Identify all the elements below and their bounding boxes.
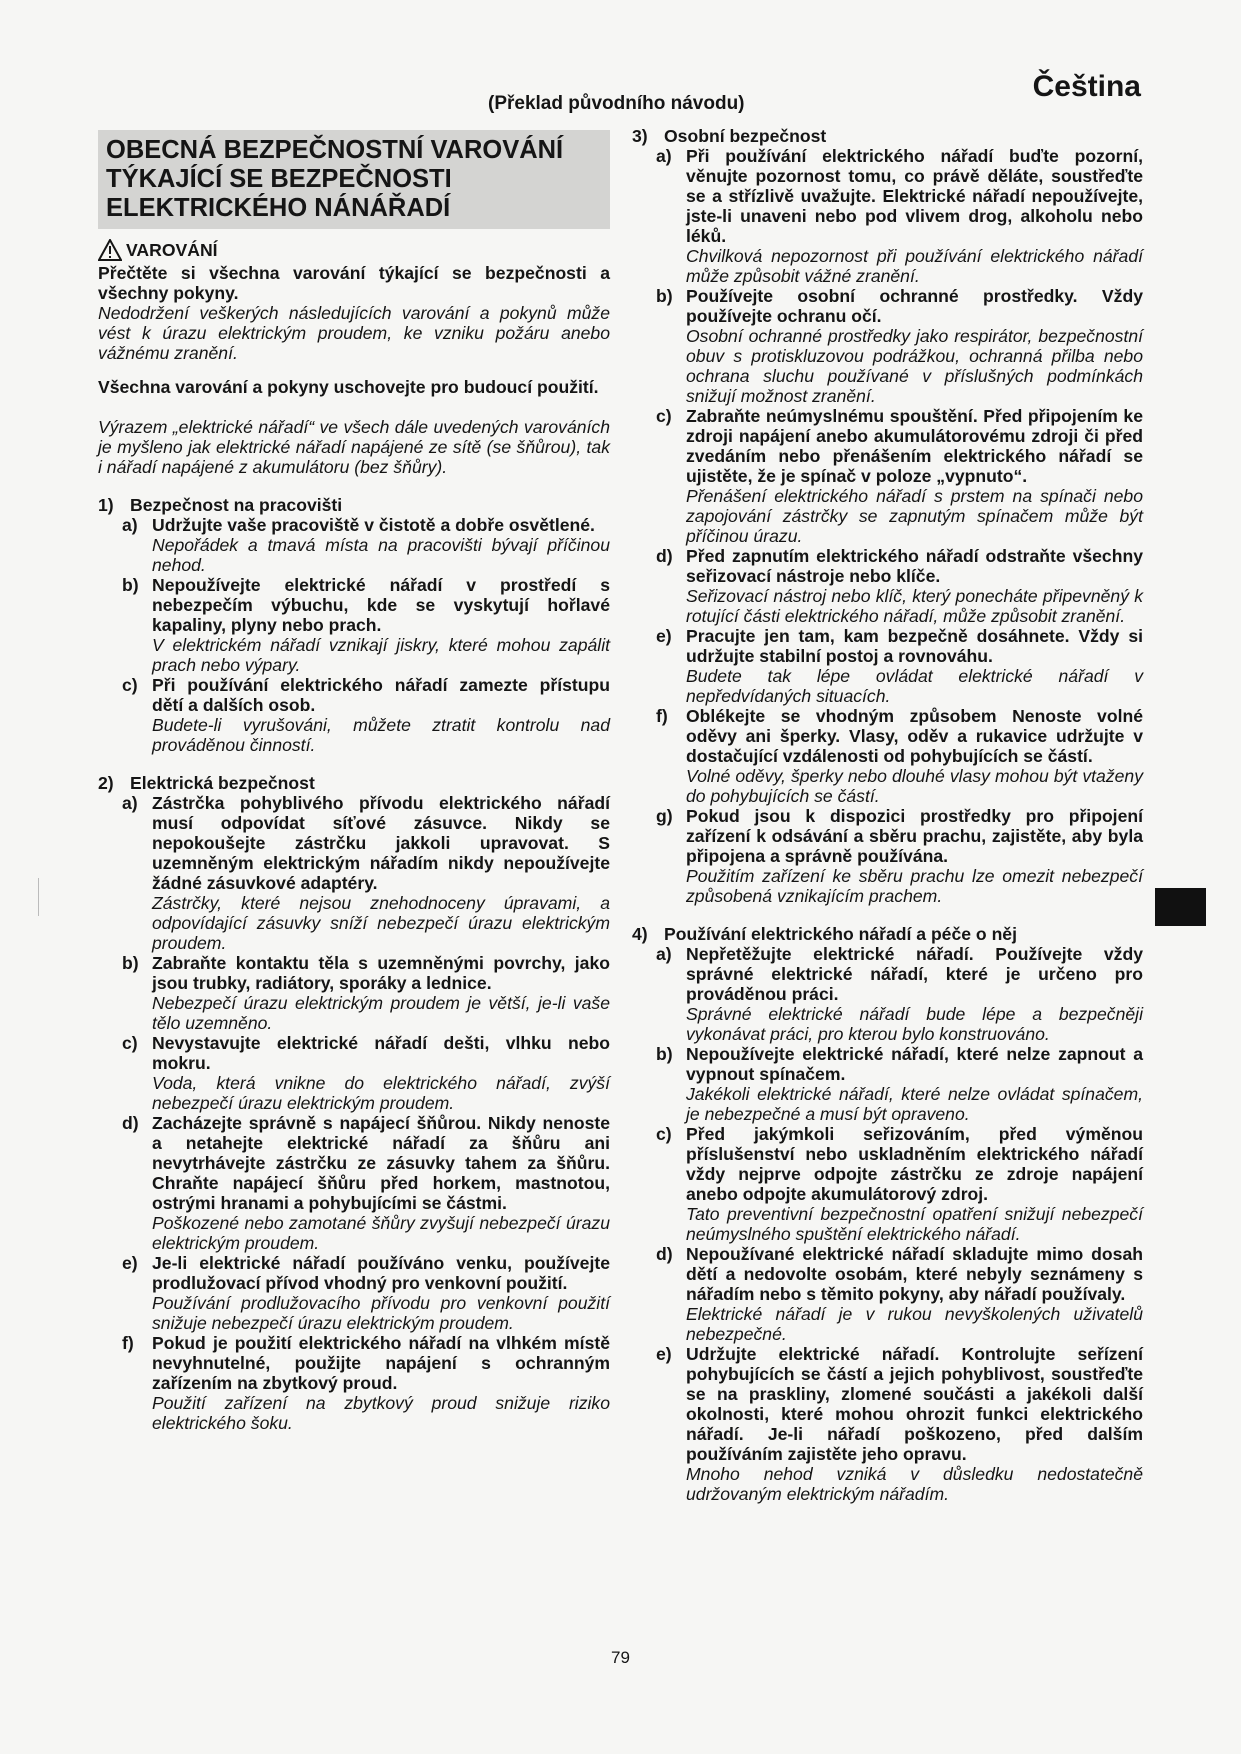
item-note: V elektrickém nářadí vznikají jiskry, které mohou zapálit prach nebo výpary.: [152, 635, 610, 675]
item-rule: Při používání elektrického nářadí buďte pozorní, věnujte pozornost tomu, co právě děláte, soustřeďte se a střízlivě uvažujte. Elektrické nářadí nepoužívejte, jste-li unaveni nebo pod vlivem drog, alkoholu nebo léků.: [686, 146, 1143, 246]
item-note: Používání prodlužovacího přívodu pro venkovní použití snižuje nebezpečí úrazu elektrickým proudem.: [152, 1293, 610, 1333]
warning-label: VAROVÁNÍ: [126, 240, 218, 260]
section-number: 4): [632, 924, 648, 944]
item-note: Nebezpečí úrazu elektrickým proudem je větší, je-li vaše tělo uzemněno.: [152, 993, 610, 1033]
item-letter: b): [656, 1044, 673, 1064]
list-item: [122, 1113, 610, 1253]
item-note: Mnoho nehod vzniká v důsledku nedostatečně udržovaným elektrickým nářadím.: [686, 1464, 1143, 1504]
item-rule: Při používání elektrického nářadí zamezte přístupu dětí a dalších osob.: [152, 675, 610, 715]
item-note: Jakékoli elektrické nářadí, které nelze ovládat spínačem, je nebezpečné a musí být opraveno.: [686, 1084, 1143, 1124]
list-item: [656, 1244, 1143, 1344]
item-note: Přenášení elektrického nářadí s prstem na spínači nebo zapojování zástrčky se zapnutým spínačem může být příčinou úrazu.: [686, 486, 1143, 546]
item-note: Správné elektrické nářadí bude lépe a bezpečněji vykonávat práci, pro kterou bylo konstruováno.: [686, 1004, 1143, 1044]
item-note: Použití zařízení na zbytkový proud snižuje riziko elektrického šoku.: [152, 1393, 610, 1433]
item-rule: Je-li elektrické nářadí používáno venku, používejte prodlužovací přívod vhodný pro venkovní použití.: [152, 1253, 610, 1293]
translation-note: (Překlad původního návodu): [488, 93, 745, 114]
item-note: Budete-li vyrušováni, můžete ztratit kontrolu nad prováděnou činností.: [152, 715, 610, 755]
item-rule: Zacházejte správně s napájecí šňůrou. Nikdy nenoste a netahejte elektrické nářadí za šňůru ani nevytrhávejte zástrčku ze zásuvky tahem za šňůru. Chraňte napájecí šňůru před horkem, mastnotou, ostrými hranami a pohybujícími se částmi.: [152, 1113, 610, 1213]
heading-line: OBECNÁ BEZPEČNOSTNÍ VAROVÁNÍ: [106, 136, 564, 164]
item-rule: Oblékejte se vhodným způsobem Nenoste volné oděvy ani šperky. Vlasy, oděv a rukavice udržujte v dostačující vzdálenosti od pohybujících se částí.: [686, 706, 1143, 766]
term-definition: Výrazem „elektrické nářadí“ ve všech dále uvedených varováních je myšleno jak elektrické nářadí napájené ze sítě (se šňůrou), tak i nářadí napájené z akumulátoru (bez šňůry).: [98, 417, 610, 477]
item-rule: Před jakýmkoli seřizováním, před výměnou příslušenství nebo uskladněním elektrického nářadí vždy nejprve odpojte zástrčku ze zdroje napájení anebo odpojte akumulátorový zdroj.: [686, 1124, 1143, 1204]
heading-line: TÝKAJÍCÍ SE BEZPEČNOSTI: [106, 165, 452, 193]
item-letter: c): [656, 406, 672, 426]
list-item: [656, 1344, 1143, 1504]
item-letter: d): [122, 1113, 139, 1133]
item-letter: a): [122, 515, 138, 535]
list-item: [656, 626, 1143, 706]
section-3: [632, 126, 1143, 906]
item-rule: Zástrčka pohyblivého přívodu elektrického nářadí musí odpovídat síťové zásuvce. Nikdy se nepokoušejte zástrčku jakkoli upravovat. S uzemněným elektrickým nářadím nikdy nepoužívejte žádné zásuvkové adaptéry.: [152, 793, 610, 893]
item-note: Zástrčky, které nejsou znehodnoceny úpravami, a odpovídající zásuvky sníží nebezpečí úrazu elektrickým proudem.: [152, 893, 610, 953]
list-item: [656, 706, 1143, 806]
item-letter: b): [656, 286, 673, 306]
list-item: [122, 675, 610, 755]
list-item: [656, 1044, 1143, 1124]
list-item: [656, 146, 1143, 286]
list-item: [122, 953, 610, 1033]
item-rule: Pokud jsou k dispozici prostředky pro připojení zařízení k odsávání a sběru prachu, zajistěte, aby byla připojena a správně používána.: [686, 806, 1143, 866]
item-rule: Pracujte jen tam, kam bezpečně dosáhnete. Vždy si udržujte stabilní postoj a rovnováhu.: [686, 626, 1143, 666]
language-label: Čeština: [1032, 70, 1141, 103]
list-item: [656, 286, 1143, 406]
list-item: [122, 575, 610, 675]
item-note: Nepořádek a tmavá místa na pracovišti bývají příčinou nehod.: [152, 535, 610, 575]
list-item: [656, 546, 1143, 626]
item-letter: a): [656, 146, 672, 166]
item-note: Použitím zařízení ke sběru prachu lze omezit nebezpečí způsobená vznikajícím prachem.: [686, 866, 1143, 906]
list-item: [122, 793, 610, 953]
item-note: Elektrické nářadí je v rukou nevyškolených uživatelů nebezpečné.: [686, 1304, 1143, 1344]
item-letter: d): [656, 1244, 673, 1264]
section-number: 3): [632, 126, 648, 146]
section-4: [632, 924, 1143, 1504]
item-note: Chvilková nepozornost při používání elektrického nářadí může způsobit vážné zranění.: [686, 246, 1143, 286]
item-rule: Nevystavujte elektrické nářadí dešti, vlhku nebo mokru.: [152, 1033, 610, 1073]
intro-bold: Přečtěte si všechna varování týkající se bezpečnosti a všechny pokyny.: [98, 263, 610, 303]
item-note: Budete tak lépe ovládat elektrické nářadí v nepředvídaných situacích.: [686, 666, 1143, 706]
item-note: Osobní ochranné prostředky jako respirátor, bezpečnostní obuv s protiskluzovou podrážkou, ochranná přilba nebo ochrana sluchu používané v příslušných podmínkách snižují možnost zranění.: [686, 326, 1143, 406]
right-column: [632, 126, 1143, 1504]
item-letter: a): [656, 944, 672, 964]
section-2: [98, 773, 610, 1433]
list-item: [122, 1253, 610, 1333]
list-item: [122, 1033, 610, 1113]
item-rule: Zabraňte neúmyslnému spouštění. Před připojením ke zdroji napájení anebo akumulátorovému zdroji či před zvedáním nebo přenášením elektrického nářadí se ujistěte, že je spínač v poloze „vypnuto“.: [686, 406, 1143, 486]
item-letter: e): [656, 626, 672, 646]
item-note: Voda, která vnikne do elektrického nářadí, zvýší nebezpečí úrazu elektrickým proudem.: [152, 1073, 610, 1113]
item-rule: Nepoužívejte elektrické nářadí v prostředí s nebezpečím výbuchu, kde se vyskytují hořlavé kapaliny, plyny nebo prach.: [152, 575, 610, 635]
item-note: Poškozené nebo zamotané šňůry zvyšují nebezpečí úrazu elektrickým proudem.: [152, 1213, 610, 1253]
item-letter: e): [656, 1344, 672, 1364]
section-title: Elektrická bezpečnost: [130, 773, 315, 793]
section-1: [98, 495, 610, 755]
section-title: Osobní bezpečnost: [664, 126, 827, 146]
item-rule: Nepřetěžujte elektrické nářadí. Používejte vždy správné elektrické nářadí, které je určeno pro prováděnou práci.: [686, 944, 1143, 1004]
section-number: 2): [98, 773, 114, 793]
item-rule: Zabraňte kontaktu těla s uzemněnými povrchy, jako jsou trubky, radiátory, sporáky a lednice.: [152, 953, 610, 993]
item-note: Tato preventivní bezpečnostní opatření snižují nebezpečí neúmyslného spuštění elektrického nářadí.: [686, 1204, 1143, 1244]
list-item: [656, 806, 1143, 906]
keep-instructions: Všechna varování a pokyny uschovejte pro budoucí použití.: [98, 377, 599, 397]
intro-italic: Nedodržení veškerých následujících varování a pokynů může vést k úrazu elektrickým proudem, ke vzniku požáru anebo vážnému zranění.: [98, 303, 610, 363]
item-letter: g): [656, 806, 673, 826]
item-note: Seřizovací nástroj nebo klíč, který ponecháte připevněný k rotující části elektrického nářadí, může způsobit zranění.: [686, 586, 1143, 626]
item-letter: b): [122, 953, 139, 973]
list-item: [656, 1124, 1143, 1244]
item-note: Volné oděvy, šperky nebo dlouhé vlasy mohou být vtaženy do pohybujících se částí.: [686, 766, 1143, 806]
list-item: [122, 1333, 610, 1433]
margin-mark: [38, 878, 39, 916]
section-title: Používání elektrického nářadí a péče o něj: [664, 924, 1017, 944]
item-letter: d): [656, 546, 673, 566]
item-rule: Udržujte elektrické nářadí. Kontrolujte seřízení pohybujících se částí a jejich pohyblivost, soustřeďte se na praskliny, zlomené součásti a jakékoli další okolnosti, které mohou ohrozit funkci elektrického nářadí. Je-li nářadí poškozeno, před dalším používáním zajistěte jeho opravu.: [686, 1344, 1143, 1464]
item-rule: Nepoužívané elektrické nářadí skladujte mimo dosah dětí a nedovolte osobám, které nebyly seznámeny s nářadím nebo s těmito pokyny, aby nářadí používaly.: [686, 1244, 1143, 1304]
item-rule: Před zapnutím elektrického nářadí odstraňte všechny seřizovací nástroje nebo klíče.: [686, 546, 1143, 586]
item-letter: b): [122, 575, 139, 595]
section-title: Bezpečnost na pracovišti: [130, 495, 343, 515]
item-letter: a): [122, 793, 138, 813]
item-rule: Pokud je použití elektrického nářadí na vlhkém místě nevyhnutelné, použijte napájení s ochranným zařízením na zbytkový proud.: [152, 1333, 610, 1393]
item-rule: Nepoužívejte elektrické nářadí, které nelze zapnout a vypnout spínačem.: [686, 1044, 1143, 1084]
section-heading: [98, 130, 610, 229]
warning-triangle-icon: [98, 239, 122, 261]
item-letter: c): [122, 1033, 138, 1053]
heading-line: ELEKTRICKÉHO NÁNÁŘADÍ: [106, 194, 451, 222]
section-number: 1): [98, 495, 114, 515]
item-rule: Udržujte vaše pracoviště v čistotě a dobře osvětlené.: [152, 515, 595, 535]
item-letter: f): [656, 706, 668, 726]
item-letter: e): [122, 1253, 138, 1273]
item-letter: c): [122, 675, 138, 695]
list-item: [656, 406, 1143, 546]
item-letter: c): [656, 1124, 672, 1144]
warning-row: [98, 239, 610, 261]
item-letter: f): [122, 1333, 134, 1353]
language-tab-marker: [1155, 888, 1206, 926]
item-rule: Používejte osobní ochranné prostředky. Vždy používejte ochranu očí.: [686, 286, 1143, 326]
page-number: 79: [611, 1648, 630, 1667]
list-item: [122, 515, 610, 575]
list-item: [656, 944, 1143, 1044]
left-column: [98, 130, 610, 1433]
